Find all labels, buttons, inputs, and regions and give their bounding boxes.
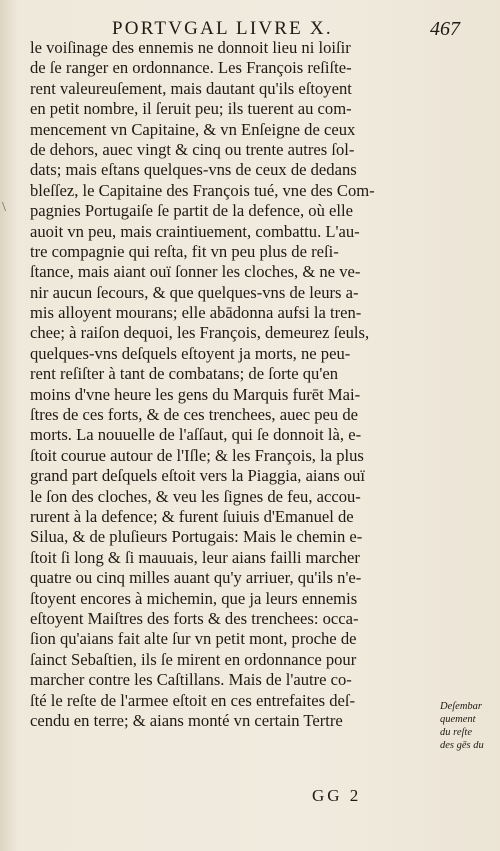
text-line: mis alloyent mourans; elle abādonna aufsi la tren- <box>30 303 362 323</box>
text-line: le voiſinage des ennemis ne donnoit lieu ni loiſir <box>30 38 351 57</box>
margin-note-line: des gēs du <box>440 740 484 751</box>
text-line: Silua, & de pluſieurs Portugais: Mais le chemin e- <box>30 527 363 547</box>
margin-note-line: du reſte <box>440 727 472 738</box>
text-line: dats; mais eſtans quelques-vns de ceux de dedans <box>30 160 357 180</box>
text-line: ſtoit ſi long & ſi mauuais, leur aians failli marcher <box>30 547 360 567</box>
margin-note-line: Deſembar <box>440 701 482 712</box>
text-line: ſtoit courue autour de l'Iſle; & les François, la plus <box>30 445 364 465</box>
text-line: mencement vn Capitaine, & vn Enſeigne de ceux <box>30 119 356 139</box>
text-line: eſtoyent Maiſtres des forts & des trenchees: occa- <box>30 608 359 628</box>
text-line: cendu en terre; & aians monté vn certain Tertre <box>30 710 343 730</box>
text-line: ſté le reſte de l'armee eſtoit en ces entrefaites deſ- <box>30 690 356 710</box>
text-line: de ſe ranger en ordonnance. Les François reſiſte- <box>30 58 352 78</box>
text-line: marcher contre les Caſtillans. Mais de l'autre co- <box>30 670 352 690</box>
gutter-mark: \ <box>2 200 6 215</box>
text-line: le ſon des cloches, & veu les ſignes de feu, accou- <box>30 486 361 506</box>
margin-note <box>440 700 500 752</box>
text-line: moins d'vne heure les gens du Marquis furēt Mai- <box>30 384 361 404</box>
text-line: quatre ou cinq milles auant qu'y arriuer, qu'ils n'e- <box>30 568 362 588</box>
text-line: auoit vn peu, mais craintiuement, combattu. L'au- <box>30 221 360 241</box>
text-line: tre compagnie qui reſta, fit vn peu plus de reſi- <box>30 241 339 261</box>
text-line: morts. La nouuelle de l'aſſaut, qui ſe donnoit là, e- <box>30 425 362 445</box>
text-line: en petit nombre, il ſeruit peu; ils tuerent au com- <box>30 99 352 119</box>
text-line: rurent à la defence; & furent ſuiuis d'Emanuel de <box>30 506 354 526</box>
text-line: quelques-vns deſquels eſtoyent ja morts, ne peu- <box>30 343 351 363</box>
page-number: 467 <box>430 18 460 40</box>
text-line: nir aucun ſecours, & que quelques-vns de leurs a- <box>30 282 359 302</box>
text-line: chee; à raiſon dequoi, les François, demeurez ſeuls, <box>30 323 370 343</box>
text-line: rent reſiſter à tant de combatans; de ſorte qu'en <box>30 364 339 384</box>
text-line: pagnies Portugaiſe ſe partit de la defence, où elle <box>30 201 353 221</box>
text-line: bleſſez, le Capitaine des François tué, vne des Com- <box>30 180 375 200</box>
text-line: ſtance, mais aiant ouï ſonner les cloches, & ne ve- <box>30 262 361 282</box>
text-line: de dehors, auec vingt & cinq ou trente autres ſol- <box>30 139 355 159</box>
text-line: ſion qu'aians fait alte ſur vn petit mont, proche de <box>30 629 357 649</box>
text-line: ſtres de ces forts, & de ces trenchees, auec peu de <box>30 405 359 425</box>
text-line: ſainct Sebaſtien, ils ſe mirent en ordonnance pour <box>30 649 357 669</box>
signature-mark: GG 2 <box>312 786 362 805</box>
text-line: ſtoyent encores à michemin, que ja leurs ennemis <box>30 588 358 608</box>
text-line: rent valeureuſement, mais dautant qu'ils eſtoyent <box>30 78 352 98</box>
margin-note-line: quement <box>440 714 476 725</box>
text-line: grand part deſquels eſtoit vers la Piaggia, aians ouï <box>30 466 366 486</box>
body-text <box>30 38 430 731</box>
running-title: PORTVGAL LIVRE X. <box>112 18 333 39</box>
